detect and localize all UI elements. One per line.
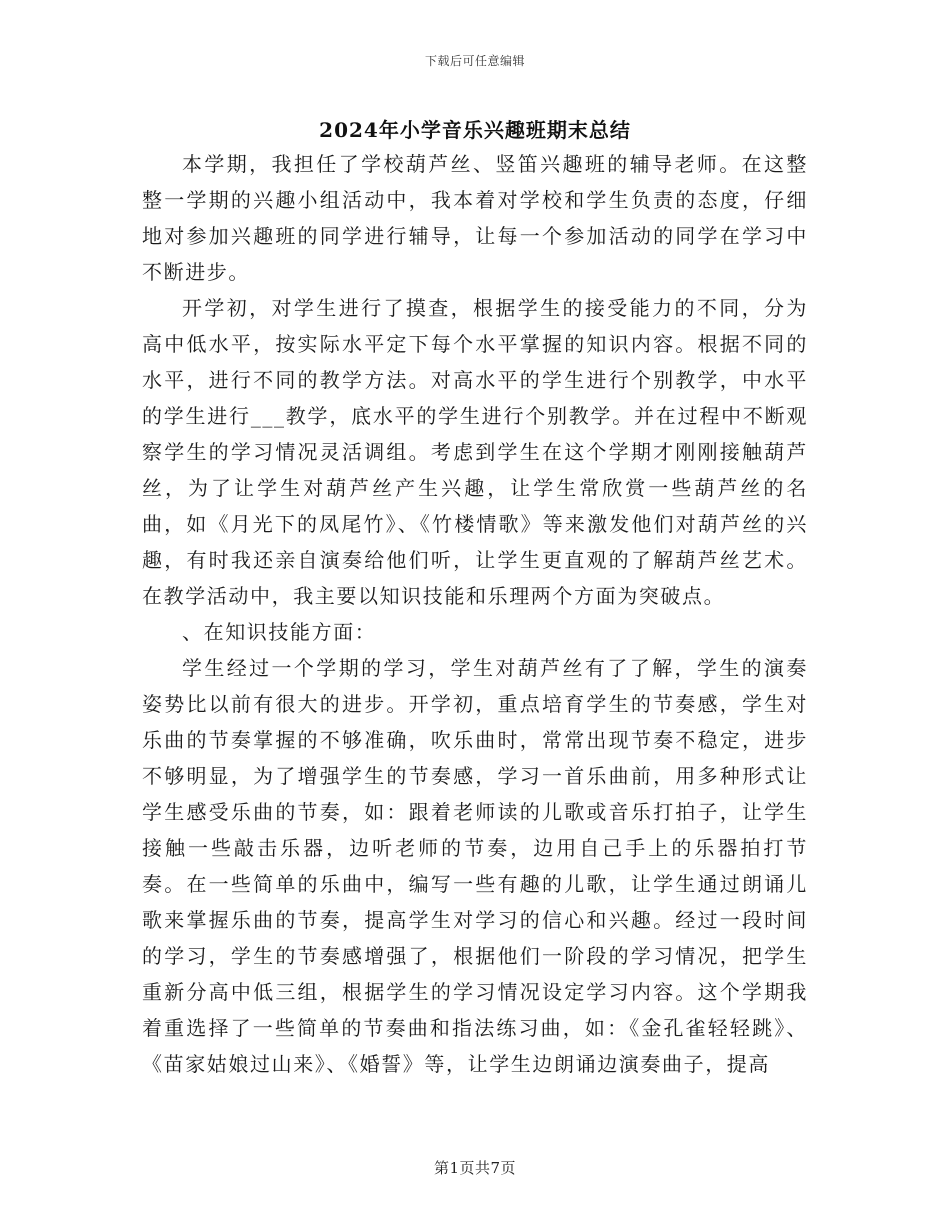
- page-number: 第1页共7页: [433, 1159, 517, 1177]
- paragraph-skills: 学生经过一个学期的学习，学生对葫芦丝有了了解，学生的演奏姿势比以前有很大的进步。开学初，重点培育学生的节奏感，学生对乐曲的节奏掌握的不够准确，吹乐曲时，常常出现节奏不稳定，进步不够明显，为了增强学生的节奏感，学习一首乐曲前，用多种形式让学生感受乐曲的节奏，如：跟着老师读的儿歌或音乐打拍子，让学生接触一些敲击乐器，边听老师的节奏，边用自己手上的乐器拍打节奏。在一些简单的乐曲中，编写一些有趣的儿歌，让学生通过朗诵儿歌来掌握乐曲的节奏，提高学生对学习的信心和兴趣。经过一段时间的学习，学生的节奏感增强了，根据他们一阶段的学习情况，把学生重新分高中低三组，根据学生的学习情况设定学习内容。这个学期我着重选择了一些简单的节奏曲和指法练习曲，如：《金孔雀轻轻跳》、《苗家姑娘过山来》、《婚誓》等，让学生边朗诵边演奏曲子，提高: [142, 656, 808, 1076]
- paragraph-teaching-method: 开学初，对学生进行了摸查，根据学生的接受能力的不同，分为高中低水平，按实际水平定下每个水平掌握的知识内容。根据不同的水平，进行不同的教学方法。对高水平的学生进行个别教学，中水平的学生进行___教学，底水平的学生进行个别教学。并在过程中不断观察学生的学习情况灵活调组。考虑到学生在这个学期才刚刚接触葫芦丝，为了让学生对葫芦丝产生兴趣，让学生常欣赏一些葫芦丝的名曲，如《月光下的凤尾竹》、《竹楼情歌》等来激发他们对葫芦丝的兴趣，有时我还亲自演奏给他们听，让学生更直观的了解葫芦丝艺术。在教学活动中，我主要以知识技能和乐理两个方面为突破点。: [142, 296, 808, 608]
- paragraph-intro: 本学期，我担任了学校葫芦丝、竖笛兴趣班的辅导老师。在这整整一学期的兴趣小组活动中，我本着对学校和学生负责的态度，仔细地对参加兴趣班的同学进行辅导，让每一个参加活动的同学在学习中不断进步。: [142, 152, 808, 284]
- document-body: [142, 146, 808, 1082]
- page-header-note: 下载后可任意编辑: [424, 54, 525, 68]
- paragraph-section-heading: 、在知识技能方面：: [182, 620, 377, 644]
- document-title: 2024年小学音乐兴趣班期末总结: [319, 118, 631, 142]
